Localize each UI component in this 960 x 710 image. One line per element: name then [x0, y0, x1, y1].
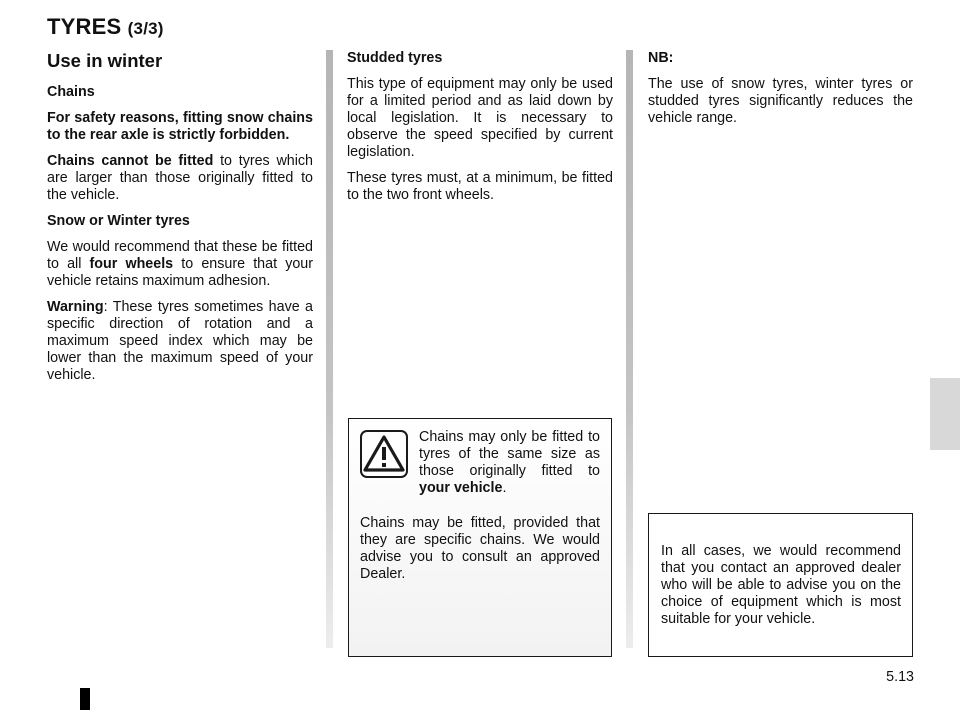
chains-fit-paragraph — [47, 153, 313, 204]
column-nb — [648, 50, 913, 136]
page-number: 5.13 — [886, 669, 914, 685]
chains-safety-text: For safety reasons, fitting snow chains to the rear axle is strictly forbidden. — [47, 110, 313, 143]
warning-box-text-1 — [419, 429, 600, 497]
warning-triangle-icon — [360, 430, 408, 478]
column-use-in-winter — [47, 50, 313, 393]
warning-text: : These tyres sometimes have a specific direction of rotation and a maximum speed index which may be lower than the maximum speed of your vehicle. — [47, 299, 313, 383]
studded-title: Studded tyres — [347, 50, 443, 66]
page-title-suffix: (3/3) — [127, 19, 164, 38]
chains-title: Chains — [47, 84, 95, 100]
warning-box-line1: Chains may only be fitted to tyres of the same size as those originally fitted to — [419, 429, 600, 479]
note-box — [648, 513, 913, 657]
studded-paragraph-2: These tyres must, at a minimum, be fitted to the two front wheels. — [347, 170, 613, 203]
chains-fit-rest: to tyres which are larger than those originally fitted to the vehicle. — [47, 153, 313, 203]
section-heading: Use in winter — [47, 50, 163, 71]
warning-box-bold: your vehicle — [419, 480, 503, 496]
warning-row — [360, 429, 600, 506]
note-box-text: In all cases, we would recommend that you contact an approved dealer who will be able to advise you on the choice of equipment which is most suitable for your vehicle. — [661, 543, 901, 627]
corner-mark — [80, 688, 90, 710]
page-title — [47, 14, 164, 40]
nb-text: The use of snow tyres, winter tyres or studded tyres significantly reduces the vehicle range. — [648, 76, 913, 126]
column-separator — [326, 50, 333, 648]
warning-box-end: . — [502, 480, 507, 496]
warning-box-text-2: Chains may be fitted, provided that they are specific chains. We would advise you to consult an approved Dealer. — [360, 515, 600, 582]
studded-paragraph-1: This type of equipment may only be used for a limited period and as laid down by local legislation. It is necessary to observe the speed specified by current legislation. — [347, 76, 613, 160]
nb-title: NB: — [648, 50, 674, 66]
warning-box — [348, 418, 612, 657]
snow-text-a: We would recommend that these be fitted to all — [47, 239, 313, 272]
snow-text-bold: four wheels — [89, 256, 174, 272]
snow-tyres-paragraph — [47, 239, 313, 290]
chains-fit-bold: Chains cannot be fitted — [47, 153, 214, 169]
page-title-text: TYRES — [47, 14, 122, 39]
column-studded-tyres — [347, 50, 613, 213]
snow-text-b: to ensure that your vehicle retains maximum adhesion. — [47, 256, 314, 289]
snow-tyres-title: Snow or Winter tyres — [47, 213, 190, 229]
column-separator — [626, 50, 633, 648]
chapter-side-tab — [930, 378, 960, 450]
warning-paragraph — [47, 299, 313, 384]
warning-label: Warning — [47, 299, 104, 315]
